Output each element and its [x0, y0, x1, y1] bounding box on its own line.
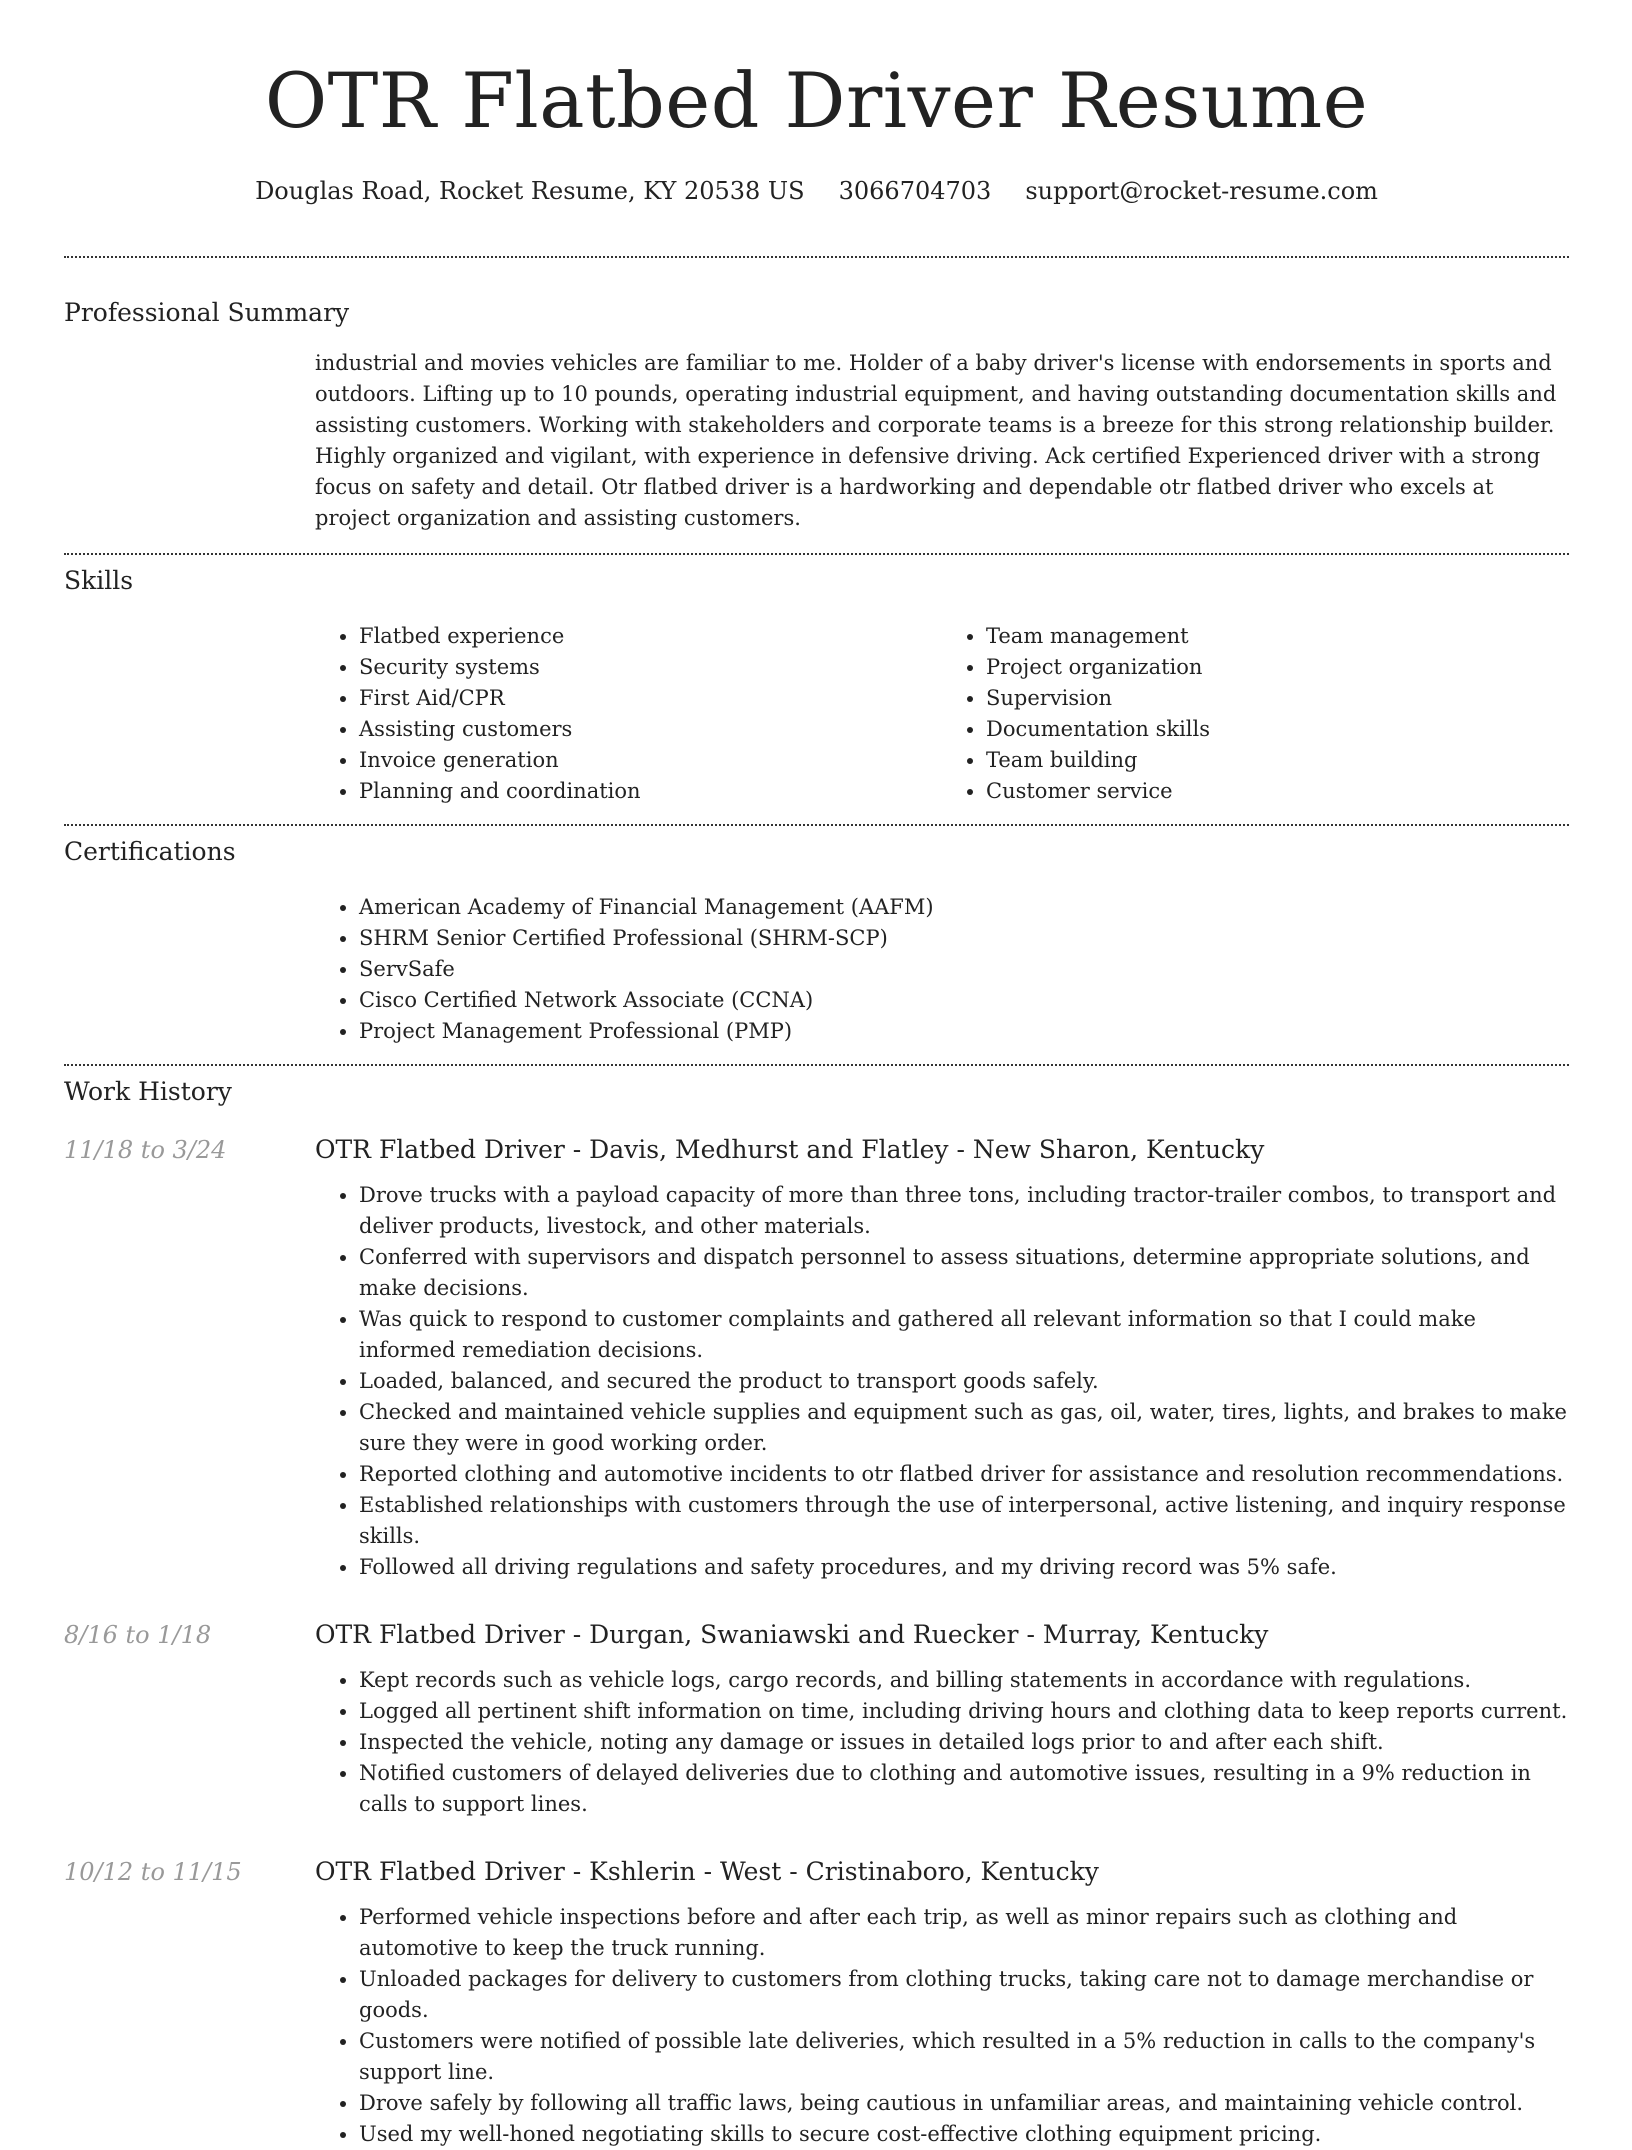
- job-details: [315, 1854, 1569, 2150]
- resume-page: [64, 0, 1569, 2150]
- list-item: • Project Management Professional (PMP): [359, 1016, 1569, 1047]
- summary-text: industrial and movies vehicles are familiar to me. Holder of a baby driver's license with endorsements in sports and outdoors. Lifting up to 10 pounds, operating industrial equipment, and having outstanding documentation skills and assisting customers. Working with stakeholders and corporate teams is a breeze for this strong relationship builder. Highly organized and vigilant, with experience in defensive driving. Ack certified Experienced driver with a strong focus on safety and detail. Otr flatbed driver is a hardworking and dependable otr flatbed driver who excels at project organization and assisting customers.: [315, 351, 1557, 530]
- list-item: • Planning and coordination: [359, 776, 942, 807]
- list-item: • Drove trucks with a payload capacity of more than three tons, including tractor-trailer combos, to transport and deliver products, livestock, and other materials.: [359, 1180, 1569, 1242]
- divider: [64, 824, 1569, 826]
- job-dates: 11/18 to 3/24: [64, 1136, 227, 1164]
- list-item: • Inspected the vehicle, noting any damage or issues in detailed logs prior to and after each shift.: [359, 1727, 1569, 1758]
- job-dates: 10/12 to 11/15: [64, 1858, 242, 1886]
- job-title: OTR Flatbed Driver - Davis, Medhurst and Flatley - New Sharon, Kentucky: [315, 1135, 1265, 1164]
- list-item: • SHRM Senior Certified Professional (SHRM-SCP): [359, 923, 1569, 954]
- job-title: OTR Flatbed Driver - Kshlerin - West - Cristinaboro, Kentucky: [315, 1857, 1099, 1886]
- list-item: • Performed vehicle inspections before and after each trip, as well as minor repairs such as clothing and automotive to keep the truck running.: [359, 1902, 1569, 1964]
- job-bullets: [315, 1902, 1569, 2150]
- skills-body: [315, 621, 1569, 807]
- job-dates: 8/16 to 1/18: [64, 1621, 212, 1649]
- job-title: OTR Flatbed Driver - Durgan, Swaniawski and Ruecker - Murray, Kentucky: [315, 1620, 1269, 1649]
- contact-phone: 3066704703: [838, 177, 992, 205]
- list-item: • Notified customers of delayed deliveries due to clothing and automotive issues, resulting in a 9% reduction in calls to support lines.: [359, 1758, 1569, 1820]
- divider: [64, 1064, 1569, 1066]
- divider: [64, 256, 1569, 258]
- list-item: • Security systems: [359, 652, 942, 683]
- work-history-heading: Work History: [64, 1077, 232, 1106]
- list-item: • Assisting customers: [359, 714, 942, 745]
- list-item: • Project organization: [986, 652, 1569, 683]
- summary-heading: Professional Summary: [64, 298, 350, 327]
- list-item: • American Academy of Financial Management (AAFM): [359, 892, 1569, 923]
- certifications-body: [315, 892, 1569, 1047]
- list-item: • Team management: [986, 621, 1569, 652]
- list-item: • Drove safely by following all traffic laws, being cautious in unfamiliar areas, and maintaining vehicle control.: [359, 2088, 1569, 2119]
- skills-list-left: [315, 621, 942, 807]
- list-item: • Flatbed experience: [359, 621, 942, 652]
- list-item: • Documentation skills: [986, 714, 1569, 745]
- contact-email: support@rocket-resume.com: [1025, 177, 1378, 205]
- contact-line: [64, 176, 1569, 206]
- list-item: • Conferred with supervisors and dispatch personnel to assess situations, determine appropriate solutions, and make decisions.: [359, 1242, 1569, 1304]
- divider: [64, 553, 1569, 555]
- certifications-heading: Certifications: [64, 837, 236, 866]
- list-item: • ServSafe: [359, 954, 1569, 985]
- list-item: • Loaded, balanced, and secured the product to transport goods safely.: [359, 1366, 1569, 1397]
- list-item: • Reported clothing and automotive incidents to otr flatbed driver for assistance and resolution recommendations.: [359, 1459, 1569, 1490]
- list-item: • Checked and maintained vehicle supplies and equipment such as gas, oil, water, tires, lights, and brakes to make sure they were in good working order.: [359, 1397, 1569, 1459]
- list-item: • Logged all pertinent shift information on time, including driving hours and clothing data to keep reports current.: [359, 1696, 1569, 1727]
- job-details: [315, 1132, 1569, 1583]
- contact-address: Douglas Road, Rocket Resume, KY 20538 US: [255, 177, 805, 205]
- list-item: • Established relationships with customers through the use of interpersonal, active listening, and inquiry response skills.: [359, 1490, 1569, 1552]
- job-details: [315, 1617, 1569, 1820]
- list-item: • Supervision: [986, 683, 1569, 714]
- certifications-list: [315, 892, 1569, 1047]
- list-item: • Team building: [986, 745, 1569, 776]
- list-item: • Used my well-honed negotiating skills to secure cost-effective clothing equipment pricing.: [359, 2119, 1569, 2150]
- list-item: • Followed all driving regulations and safety procedures, and my driving record was 5% safe.: [359, 1552, 1569, 1583]
- list-item: • First Aid/CPR: [359, 683, 942, 714]
- job-bullets: [315, 1665, 1569, 1820]
- list-item: • Kept records such as vehicle logs, cargo records, and billing statements in accordance with regulations.: [359, 1665, 1569, 1696]
- summary-body: [315, 348, 1569, 534]
- job-entry: [64, 1854, 1569, 2150]
- list-item: • Cisco Certified Network Associate (CCNA): [359, 985, 1569, 1016]
- skills-list-right: [942, 621, 1569, 807]
- skills-heading: Skills: [64, 566, 134, 595]
- list-item: • Was quick to respond to customer complaints and gathered all relevant information so that I could make informed remediation decisions.: [359, 1304, 1569, 1366]
- resume-title: OTR Flatbed Driver Resume: [264, 56, 1369, 145]
- job-bullets: [315, 1180, 1569, 1583]
- list-item: • Customer service: [986, 776, 1569, 807]
- job-entry: [64, 1617, 1569, 1820]
- job-entry: [64, 1132, 1569, 1583]
- list-item: • Invoice generation: [359, 745, 942, 776]
- list-item: • Unloaded packages for delivery to customers from clothing trucks, taking care not to damage merchandise or goods.: [359, 1964, 1569, 2026]
- list-item: • Customers were notified of possible late deliveries, which resulted in a 5% reduction in calls to the company's support line.: [359, 2026, 1569, 2088]
